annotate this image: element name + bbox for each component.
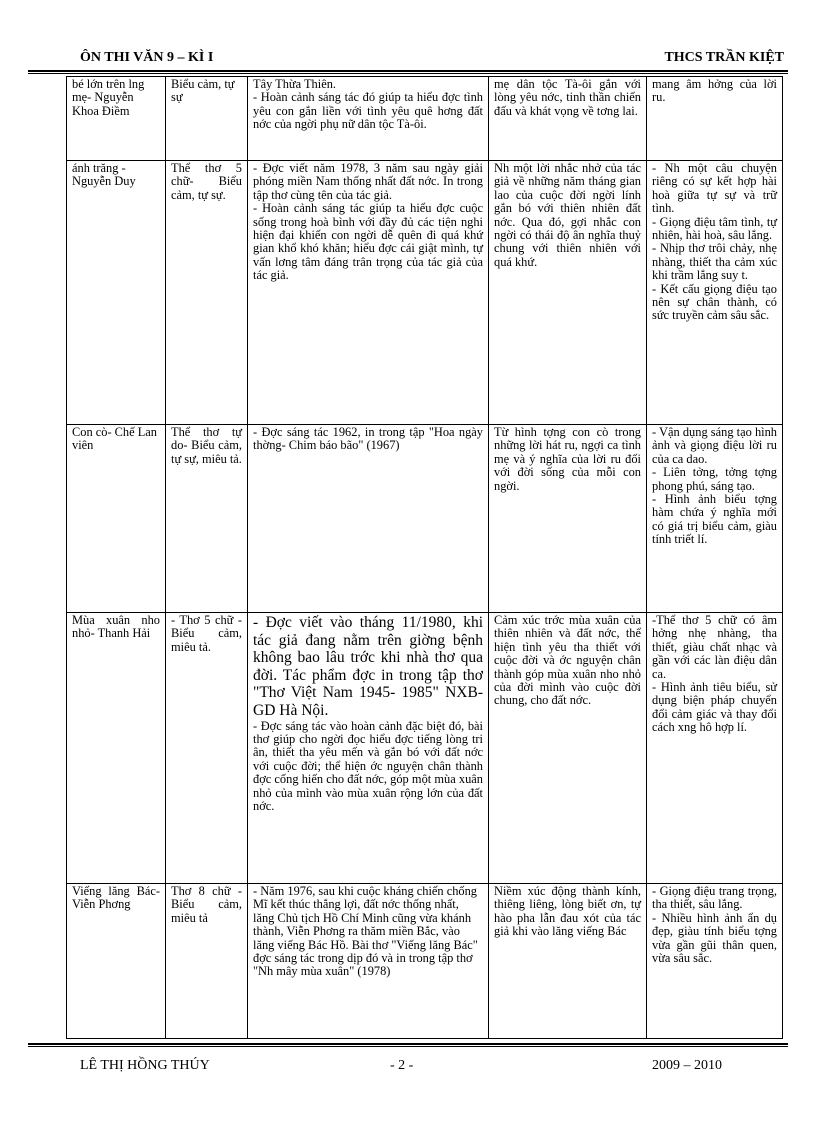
context-paragraph: - Đợc viết vào tháng 11/1980, khi tác giả đang nằm trên giờng bệnh không bao lâu trớc khi nhà thơ qua đời. Tác phẩm đợc in trong tập thơ "Thơ Việt Nam 1945- 1985" NXB-GD Hà Nội. (253, 614, 483, 719)
context-paragraph: Tây Thừa Thiên. (253, 77, 336, 91)
work-art (647, 884, 783, 1039)
work-genre: Thể thơ tự do- Biểu cảm, tự sự, miêu tả. (166, 425, 248, 613)
art-paragraph: - Nhiều hình ảnh ẩn dụ đẹp, giàu tính biểu tợng vừa gần gũi thân quen, vừa sâu sắc. (652, 910, 777, 966)
header-right: THCS TRẦN KIỆT (664, 50, 784, 65)
art-paragraph: mang âm hởng của lời ru. (652, 77, 777, 105)
page-number: - 2 - (390, 1058, 414, 1073)
work-content: Niềm xúc động thành kính, thiêng liêng, lòng biết ơn, tự hào pha lẫn đau xót của tác giả khi vào lăng viếng Bác (489, 884, 647, 1039)
literature-table (66, 76, 783, 1039)
footer-year: 2009 – 2010 (652, 1058, 722, 1073)
art-paragraph: -Thể thơ 5 chữ có âm hởng nhẹ nhàng, tha thiết, giàu chất nhạc và gần với các làn điệu dân ca. (652, 613, 777, 681)
table-row (67, 425, 783, 613)
work-art (647, 425, 783, 613)
header-rule (28, 70, 788, 72)
work-context (248, 425, 489, 613)
work-context (248, 613, 489, 884)
work-content: Cảm xúc trớc mùa xuân của thiên nhiên và đất nớc, thể hiện tình yêu tha thiết với cuộc đời và ớc nguyện chân thành góp mùa xuân nho nhỏ của đời mình vào cuộc đời chung, cho đất nớc. (489, 613, 647, 884)
page-header (80, 50, 784, 66)
art-paragraph: - Nhịp thơ trôi chảy, nhẹ nhàng, thiết tha cảm xúc khi trầm lắng suy t. (652, 241, 777, 283)
work-content: mẹ dân tộc Tà-ôi gắn với lòng yêu nớc, tinh thần chiến đấu và khát vọng về tơng lai. (489, 77, 647, 161)
work-context (248, 77, 489, 161)
art-paragraph: - Vận dụng sáng tạo hình ảnh và giọng điệu lời ru của ca dao. (652, 425, 777, 466)
work-title: bé lớn trên lng mẹ- Nguyễn Khoa Điềm (67, 77, 166, 161)
work-genre: Biểu cảm, tự sự (166, 77, 248, 161)
work-genre: Thơ 8 chữ - Biểu cảm, miêu tả (166, 884, 248, 1039)
work-title: Mùa xuân nho nhỏ- Thanh Hải (67, 613, 166, 884)
work-art (647, 613, 783, 884)
table-row (67, 77, 783, 161)
table-row (67, 613, 783, 884)
work-title: Con cò- Chế Lan viên (67, 425, 166, 613)
art-paragraph: - Kết cấu giọng điệu tạo nên sự chân thành, có sức truyền cảm sâu sắc. (652, 281, 777, 323)
art-paragraph: - Giọng điệu trang trọng, tha thiết, sâu lắng. (652, 884, 777, 912)
work-context (248, 884, 489, 1039)
art-paragraph: - Nh một câu chuyện riêng có sự kết hợp hài hoà giữa tự sự và trữ tình. (652, 161, 777, 216)
context-paragraph: - Đợc sáng tác vào hoàn cảnh đặc biệt đó, bài thơ giúp cho ngời đọc hiểu đợc tiếng lòng tri ân, thiết tha yêu mến và gắn bó với đất nớc với cuộc đời; thể hiện ớc nguyện chân thành đợc cống hiến cho đất nớc, góp một mùa xuân nhỏ của mình vào mùa xuân rộng lớn của đất nớc. (253, 718, 483, 813)
work-title: ánh trăng - Nguyễn Duy (67, 161, 166, 425)
art-paragraph: - Liên tởng, tởng tợng phong phú, sáng tạo. (652, 465, 777, 493)
work-content: Nh một lời nhắc nhở của tác giả về những năm tháng gian lao của cuộc đời ngời lính gắn bó với thiên nhiên đất nớc. Qua đó, gợi nhắc con ngời có thái độ ân nghĩa thuỷ chung với thiên nhiên với quá khứ. (489, 161, 647, 425)
header-rule-thin (28, 73, 788, 74)
context-paragraph: - Hoàn cảnh sáng tác đó giúp ta hiểu đợc tình yêu con gắn liền với tình yêu quê hơng đất nớc của ngời phụ nữ dân tộc Tà-ôi. (253, 90, 483, 132)
work-art (647, 161, 783, 425)
context-paragraph: - Đợc viết năm 1978, 3 năm sau ngày giải phóng miền Nam thống nhất đất nớc. In trong tập thơ cùng tên của tác giả. (253, 161, 483, 202)
footer-author: LÊ THỊ HỒNG THÚY (80, 1058, 210, 1073)
art-paragraph: - Hình ảnh tiêu biểu, sử dụng biện pháp chuyển đổi cảm giác và thay đổi cách xng hô hợp lí. (652, 680, 777, 735)
work-genre: - Thơ 5 chữ - Biểu cảm, miêu tả. (166, 613, 248, 884)
footer-rule (28, 1043, 788, 1045)
work-title: Viếng lăng Bác- Viễn Phơng (67, 884, 166, 1039)
context-paragraph: - Hoàn cảnh sáng tác giúp ta hiểu đợc cuộc sống trong hoà bình với đầy đủ các tiện nghi hiện đại khiến con ngời dễ quên đi quá khứ gian khổ khó khăn; hiểu đợc cái giật mình, tự vấn lơng tâm đáng trân trọng của tác giả của tác giả. (253, 201, 483, 283)
context-paragraph: - Đợc sáng tác 1962, in trong tập "Hoa ngày thờng- Chim báo bão" (1967) (253, 425, 483, 453)
art-paragraph: - Giọng điệu tâm tình, tự nhiên, hài hoà, sâu lắng. (652, 214, 777, 243)
footer-rule-thin (28, 1046, 788, 1047)
work-genre: Thể thơ 5 chữ- Biểu cảm, tự sự. (166, 161, 248, 425)
work-art (647, 77, 783, 161)
work-content: Từ hình tợng con cò trong những lời hát ru, ngợi ca tình mẹ và ý nghĩa của lời ru đối với đời sống của mỗi con ngời. (489, 425, 647, 613)
header-left: ÔN THI VĂN 9 – KÌ I (80, 50, 214, 65)
context-paragraph: - Năm 1976, sau khi cuộc kháng chiến chống Mĩ kết thúc thắng lợi, đất nớc thống nhất, lăng Chủ tịch Hồ Chí Minh cũng vừa khánh thành, Viễn Phơng ra thăm miền Bắc, vào lăng viếng Bác Hồ. Bài thơ "Viếng lăng Bác" đợc sáng tác trong dịp đó và in trong tập thơ "Nh mây mùa xuân" (1978) (253, 884, 478, 979)
art-paragraph: - Hình ảnh biểu tợng hàm chứa ý nghĩa mới có giá trị biểu cảm, giàu tính triết lí. (652, 492, 777, 547)
work-context (248, 161, 489, 425)
table-row (67, 161, 783, 425)
table-row (67, 884, 783, 1039)
